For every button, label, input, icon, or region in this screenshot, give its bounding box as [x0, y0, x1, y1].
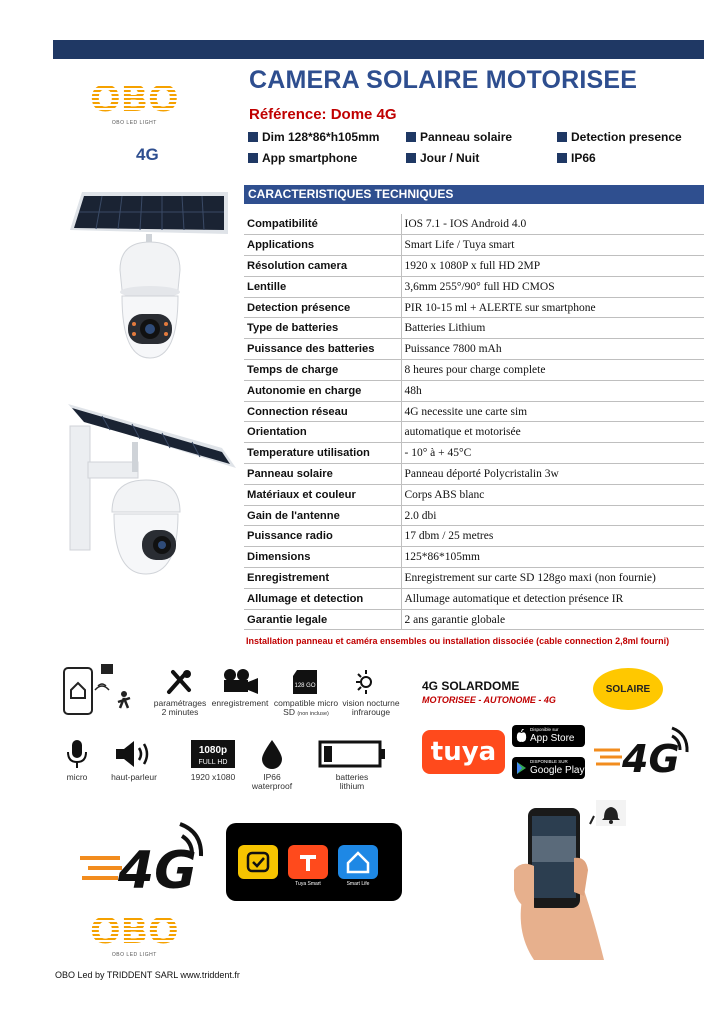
spec-value: automatique et motorisée [401, 422, 704, 443]
spec-value: 2 ans garantie globale [401, 609, 704, 630]
sd-card-icon [291, 668, 321, 696]
table-row [244, 256, 704, 277]
smart-life-label: Smart Life [346, 881, 370, 887]
spec-label: Dimensions [244, 547, 401, 568]
microphone-icon [65, 738, 89, 770]
checkmark-icon [238, 845, 278, 879]
camera-photo-front [62, 190, 234, 368]
params-icon-block [150, 668, 210, 718]
network-label: 4G [136, 145, 159, 164]
ip-icon-block [250, 738, 294, 792]
spec-value: IOS 7.1 - IOS Android 4.0 [401, 214, 704, 235]
spec-value: - 10° à + 45°C [401, 443, 704, 464]
spec-value: 48h [401, 380, 704, 401]
bullet-icon [248, 132, 258, 142]
record-caption: enregistrement [211, 698, 269, 708]
sd-card-label: 128 GO [294, 683, 316, 689]
bullet-icon [557, 153, 567, 163]
spec-label: Gain de l'antenne [244, 505, 401, 526]
speaker-icon-block [104, 738, 164, 782]
hd-badge-bottom: FULL HD [198, 759, 228, 766]
spec-value: Puissance 7800 mAh [401, 339, 704, 360]
specs-table [244, 214, 704, 630]
spec-label: Lentille [244, 276, 401, 297]
speaker-icon [112, 738, 156, 770]
table-row [244, 484, 704, 505]
top-banner [53, 40, 704, 59]
mic-caption: micro [66, 772, 88, 782]
spec-label: Detection présence [244, 297, 401, 318]
spec-label: Puissance des batteries [244, 339, 401, 360]
spec-label: Connection réseau [244, 401, 401, 422]
spec-label: Enregistrement [244, 568, 401, 589]
installation-note: Installation panneau et caméra ensembles ou installation dissociée (cable connection 2,8ml fourni) [246, 636, 670, 646]
spec-label: Puissance radio [244, 526, 401, 547]
tuya-logo: tuya [422, 730, 505, 774]
hd-icon-block [180, 738, 246, 782]
table-row [244, 401, 704, 422]
params-caption: paramétrages 2 minutes [153, 698, 207, 718]
page-title: CAMERA SOLAIRE MOTORISEE [249, 66, 638, 94]
home-icon [338, 845, 378, 879]
feature-item: Dim 128*86*h105mm [248, 130, 379, 144]
app-icon-generic [238, 845, 278, 879]
spec-label: Panneau solaire [244, 464, 401, 485]
spec-value: Allumage automatique et detection présence IR [401, 588, 704, 609]
table-row [244, 339, 704, 360]
spec-value: Batteries Lithium [401, 318, 704, 339]
solardome-promo [422, 679, 556, 705]
table-row [244, 360, 704, 381]
table-row [244, 443, 704, 464]
app-logos-panel [226, 823, 402, 901]
fullhd-icon [189, 738, 237, 770]
night-caption: vision nocturne infrarouge [342, 698, 400, 718]
spec-label: Temps de charge [244, 360, 401, 381]
feature-item: Detection presence [557, 130, 682, 144]
feature-item: App smartphone [248, 151, 357, 165]
table-row [244, 214, 704, 235]
table-row [244, 526, 704, 547]
app-store-badge[interactable]: Disponible sur App Store [512, 725, 585, 747]
table-row [244, 297, 704, 318]
smartphone-alert-icon [62, 664, 134, 716]
hd-caption: 1920 x1080 [190, 772, 236, 782]
logo-wordmark [90, 79, 179, 120]
tuya-app-label: Tuya Smart [295, 881, 321, 887]
smart-life-app-icon[interactable] [338, 845, 378, 879]
sd-caption: compatible micro SD (non incluse) [273, 698, 339, 718]
tuya-t-icon [288, 845, 328, 879]
mic-icon-block [60, 738, 94, 782]
bullet-icon [557, 132, 567, 142]
table-row [244, 380, 704, 401]
spec-value: 3,6mm 255°/90° full HD CMOS [401, 276, 704, 297]
feature-item: Panneau solaire [406, 130, 512, 144]
night-icon-block [336, 668, 406, 718]
table-row [244, 609, 704, 630]
bullet-icon [406, 132, 416, 142]
tuya-smart-app-icon[interactable] [288, 845, 328, 879]
spec-label: Garantie legale [244, 609, 401, 630]
logo-subtitle-bottom: OBO LED LIGHT [111, 952, 157, 958]
footer-text: OBO Led by TRIDDENT SARL www.triddent.fr [55, 970, 240, 980]
phone-in-hand-photo [494, 800, 634, 960]
4g-text-large: 4G [118, 841, 197, 898]
solaire-badge: SOLAIRE [593, 668, 663, 710]
spec-value: Enregistrement sur carte SD 128go maxi (non fournie) [401, 568, 704, 589]
water-drop-icon [260, 738, 284, 770]
spec-value: 2.0 dbi [401, 505, 704, 526]
sd-icon-block [272, 668, 340, 718]
obo-logo [90, 79, 179, 126]
google-play-badge[interactable]: DISPONIBLE SUR Google Play [512, 757, 585, 779]
spec-label: Allumage et detection [244, 588, 401, 609]
sun-moon-icon [354, 668, 388, 696]
spec-label: Orientation [244, 422, 401, 443]
battery-caption: batteries lithium [335, 772, 369, 792]
table-row [244, 568, 704, 589]
specs-heading: CARACTERISTIQUES TECHNIQUES [244, 185, 704, 204]
spec-label: Temperature utilisation [244, 443, 401, 464]
table-row [244, 464, 704, 485]
obo-logo-bottom [90, 911, 179, 958]
spec-value: 4G necessite une carte sim [401, 401, 704, 422]
bullet-icon [406, 153, 416, 163]
spec-label: Type de batteries [244, 318, 401, 339]
logo-text: OBO [90, 79, 179, 120]
hd-badge-top: 1080p [198, 745, 228, 756]
promo-title: 4G SOLARDOME [422, 679, 520, 693]
spec-value: Corps ABS blanc [401, 484, 704, 505]
spec-label: Résolution camera [244, 256, 401, 277]
promo-subtitle: MOTORISEE - AUTONOME - 4G [422, 695, 556, 705]
camera-photo-side [62, 402, 238, 580]
speaker-caption: haut-parleur [111, 772, 157, 782]
spec-value: Smart Life / Tuya smart [401, 235, 704, 256]
table-row [244, 547, 704, 568]
table-row [244, 235, 704, 256]
battery-icon-block [314, 738, 390, 792]
spec-value: PIR 10-15 ml + ALERTE sur smartphone [401, 297, 704, 318]
spec-value: 1920 x 1080P x full HD 2MP [401, 256, 704, 277]
feature-item: IP66 [557, 151, 596, 165]
record-icon-block [208, 668, 272, 708]
4g-text: 4G [622, 737, 680, 781]
table-row [244, 422, 704, 443]
4g-logo-right [590, 722, 690, 782]
spec-value: 8 heures pour charge complete [401, 360, 704, 381]
spec-label: Matériaux et couleur [244, 484, 401, 505]
spec-label: Applications [244, 235, 401, 256]
spec-value: Panneau déporté Polycristalin 3w [401, 464, 704, 485]
logo-subtitle: OBO LED LIGHT [111, 120, 157, 126]
spec-value: 125*86*105mm [401, 547, 704, 568]
table-row [244, 276, 704, 297]
feature-item: Jour / Nuit [406, 151, 479, 165]
product-reference: Référence: Dome 4G [249, 106, 397, 123]
bullet-icon [248, 153, 258, 163]
spec-label: Compatibilité [244, 214, 401, 235]
spec-value: 17 dbm / 25 metres [401, 526, 704, 547]
apple-icon [516, 729, 527, 743]
spec-label: Autonomie en charge [244, 380, 401, 401]
tools-icon [165, 668, 195, 696]
ip-caption: IP66 waterproof [251, 772, 293, 792]
table-row [244, 588, 704, 609]
video-camera-icon [220, 668, 260, 696]
table-row [244, 505, 704, 526]
play-icon [516, 761, 527, 775]
table-row [244, 318, 704, 339]
battery-icon [316, 738, 388, 770]
4g-logo-left [78, 818, 208, 898]
feature-list [248, 128, 708, 170]
logo-text-bottom: OBO [90, 911, 179, 952]
